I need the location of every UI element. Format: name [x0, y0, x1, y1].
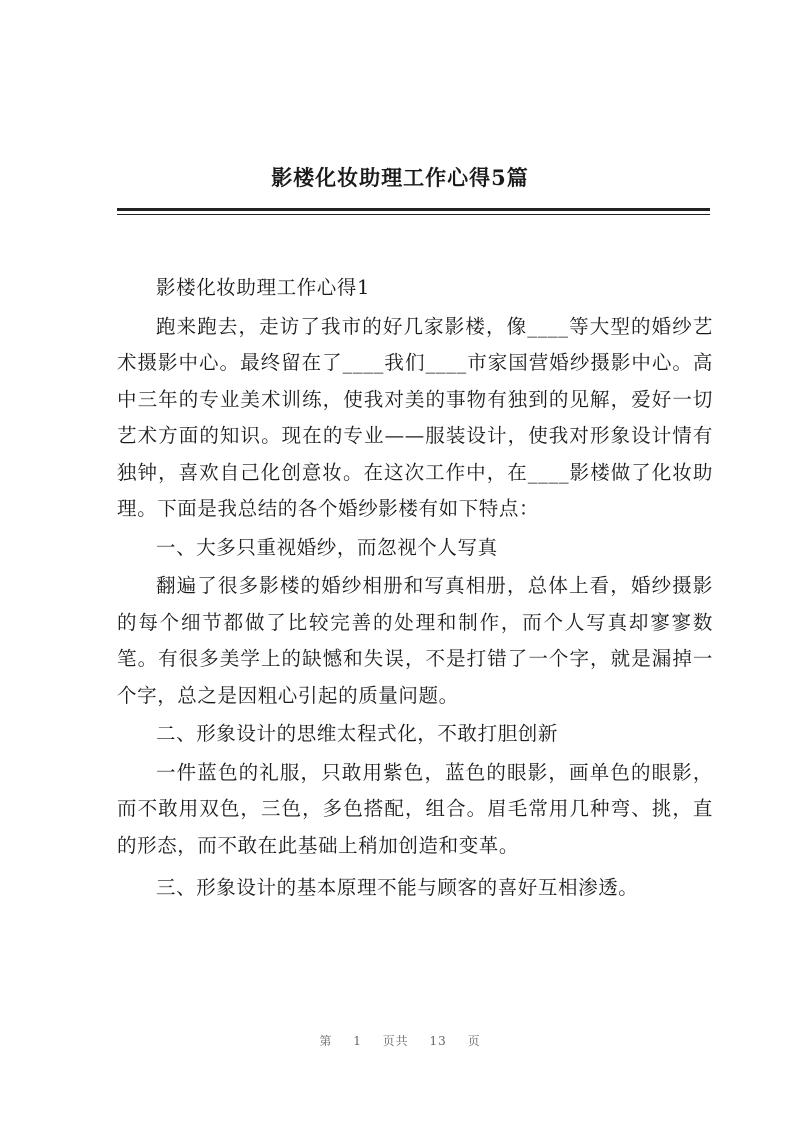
footer-label-page: 第	[319, 1034, 333, 1048]
footer-current-page: 1	[353, 1034, 362, 1048]
footer-total-pages: 13	[429, 1034, 447, 1048]
point-heading: 一、大多只重视婚纱，而忽视个人写真	[156, 535, 498, 559]
title-rule-thick	[117, 208, 710, 211]
body-paragraph: 一件蓝色的礼服，只敢用紫色，蓝色的眼影，画单色的眼影，而不敢用双色，三色，多色搭配，组合。眉毛常用几种弯、挑，直的形态，而不敢在此基础上稍加创造和变革。	[117, 760, 713, 857]
point-heading: 三、形象设计的基本原理不能与顾客的喜好互相渗透。	[156, 876, 639, 899]
title-rule-thin	[117, 214, 710, 215]
body-paragraph: 翻遍了很多影楼的婚纱相册和写真相册，总体上看，婚纱摄影的每个细节都做了比较完善的处理和制作，而个人写真却寥寥数笔。有很多美学上的缺憾和失误，不是打错了一个字，就是漏掉一个字，总之是因粗心引起的质量问题。	[117, 574, 713, 707]
document-body	[117, 270, 713, 909]
footer-label-total: 页共	[382, 1034, 409, 1048]
point-heading: 二、形象设计的思维太程式化，不敢打胆创新	[156, 722, 559, 745]
footer-label-end: 页	[467, 1034, 481, 1048]
body-paragraph: 跑来跑去，走访了我市的好几家影楼，像____等大型的婚纱艺术摄影中心。最终留在了____我们____市家国营婚纱摄影中心。高中三年的专业美术训练，使我对美的事物有独到的见解，爱好一切艺术方面的知识。现在的专业——服装设计，使我对形象设计情有独钟，喜欢自己化创意妆。在这次工作中，在____影楼做了化妆助理。下面是我总结的各个婚纱影楼有如下特点：	[117, 314, 713, 520]
section-heading: 影楼化妆助理工作心得1	[156, 276, 371, 299]
document-title: 影楼化妆助理工作心得5篇	[271, 165, 529, 190]
page-footer	[0, 1032, 800, 1049]
